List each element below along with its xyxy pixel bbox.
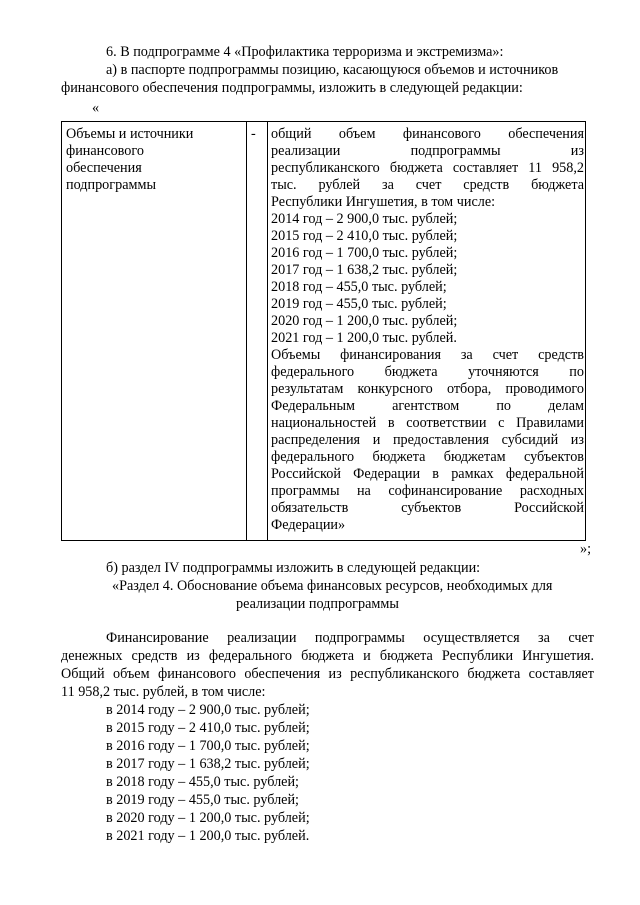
body-line-3: Общий объем финансового обеспечения из республиканского бюджета составляет xyxy=(61,666,594,682)
passport-table xyxy=(61,121,586,541)
item-6-heading: 6. В подпрограмме 4 «Профилактика терроризма и экстремизма»: xyxy=(106,44,504,60)
content-line: распределения и предоставления субсидий из xyxy=(271,432,584,448)
dash-cell: - xyxy=(251,126,256,142)
content-line: 2018 год – 455,0 тыс. рублей; xyxy=(271,279,447,295)
year-line: в 2016 году – 1 700,0 тыс. рублей; xyxy=(106,738,310,754)
item-b-heading: б) раздел IV подпрограммы изложить в следующей редакции: xyxy=(106,560,481,576)
label-line: финансового xyxy=(66,143,144,159)
year-line: в 2017 году – 1 638,2 тыс. рублей; xyxy=(106,756,310,772)
open-quote: « xyxy=(92,100,100,116)
item-a-line-1: а) в паспорте подпрограммы позицию, касающуюся объемов и источников xyxy=(106,62,559,78)
content-line: тыс. рублей за счет средств бюджета xyxy=(271,177,584,193)
content-line: республиканского бюджета составляет 11 958,2 xyxy=(271,160,584,176)
close-quote: »; xyxy=(580,541,592,557)
content-line: национальностей в соответствии с Правилами xyxy=(271,415,584,431)
content-line: 2020 год – 1 200,0 тыс. рублей; xyxy=(271,313,458,329)
year-line: в 2021 году – 1 200,0 тыс. рублей. xyxy=(106,828,310,844)
content-line: Республики Ингушетия, в том числе: xyxy=(271,194,496,210)
label-line: обеспечения xyxy=(66,160,142,176)
content-line: Российской Федерации в рамках федеральной xyxy=(271,466,584,482)
content-line: 2015 год – 2 410,0 тыс. рублей; xyxy=(271,228,458,244)
year-line: в 2019 году – 455,0 тыс. рублей; xyxy=(106,792,299,808)
section-title-line-2: реализации подпрограммы xyxy=(236,596,399,612)
content-line: 2021 год – 1 200,0 тыс. рублей. xyxy=(271,330,457,346)
content-line: результатам конкурсного отбора, проводимого xyxy=(271,381,584,397)
content-line: 2016 год – 1 700,0 тыс. рублей; xyxy=(271,245,458,261)
body-line-4: 11 958,2 тыс. рублей, в том числе: xyxy=(61,684,266,700)
table-divider-1 xyxy=(246,122,247,540)
content-line: федерального бюджета уточняются по xyxy=(271,364,584,380)
content-cell xyxy=(271,126,584,534)
content-line: 2017 год – 1 638,2 тыс. рублей; xyxy=(271,262,458,278)
label-line: Объемы и источники xyxy=(66,126,194,142)
content-line: федерального бюджета бюджетам субъектов xyxy=(271,449,584,465)
label-line: подпрограммы xyxy=(66,177,156,193)
content-line: 2019 год – 455,0 тыс. рублей; xyxy=(271,296,447,312)
content-line: реализации подпрограммы из xyxy=(271,143,584,159)
content-line: Федерации» xyxy=(271,517,346,533)
year-line: в 2014 году – 2 900,0 тыс. рублей; xyxy=(106,702,310,718)
table-divider-2 xyxy=(267,122,268,540)
content-line: общий объем финансового обеспечения xyxy=(271,126,584,142)
year-line: в 2018 году – 455,0 тыс. рублей; xyxy=(106,774,299,790)
year-line: в 2020 году – 1 200,0 тыс. рублей; xyxy=(106,810,310,826)
item-a-line-2: финансового обеспечения подпрограммы, изложить в следующей редакции: xyxy=(61,80,523,96)
content-line: 2014 год – 2 900,0 тыс. рублей; xyxy=(271,211,458,227)
body-line-2: денежных средств из федерального бюджета и бюджета Республики Ингушетия. xyxy=(61,648,594,664)
year-line: в 2015 году – 2 410,0 тыс. рублей; xyxy=(106,720,310,736)
content-line: Федеральным агентством по делам xyxy=(271,398,584,414)
content-line: Объемы финансирования за счет средств xyxy=(271,347,584,363)
section-title-line-1: «Раздел 4. Обоснование объема финансовых ресурсов, необходимых для xyxy=(112,578,553,594)
body-line-1: Финансирование реализации подпрограммы осуществляется за счет xyxy=(106,630,594,646)
label-cell xyxy=(66,126,244,194)
content-line: обязательств субъектов Российской xyxy=(271,500,584,516)
content-line: программы на софинансирование расходных xyxy=(271,483,584,499)
